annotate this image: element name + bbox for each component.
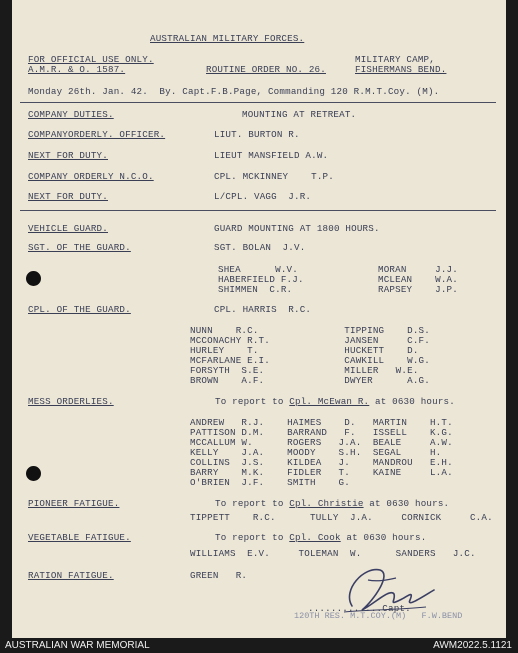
- doc-title: AUSTRALIAN MILITARY FORCES.: [150, 33, 305, 44]
- vehicle-guard-label: VEHICLE GUARD.: [28, 223, 108, 234]
- duty-value: LIEUT MANSFIELD A.W.: [214, 150, 329, 161]
- name-row: BROWN A.F. DWYER A.G.: [190, 375, 430, 386]
- name-row: MCFARLANE E.I. CAWKILL W.G.: [190, 355, 430, 366]
- mess-orderlies-label: MESS ORDERLIES.: [28, 396, 114, 407]
- duty-label: NEXT FOR DUTY.: [28, 191, 108, 202]
- cpl-guard-label: CPL. OF THE GUARD.: [28, 304, 131, 315]
- name-row: ANDREW R.J. HAIMES D. MARTIN H.T.: [190, 417, 453, 428]
- punch-hole-icon: [26, 271, 41, 286]
- archive-id: AWM2022.5.1121: [433, 640, 512, 651]
- name-row: WILLIAMS E.V. TOLEMAN W. SANDERS J.C.: [190, 548, 476, 559]
- name-row: MCCONACHY R.T. JANSEN C.F.: [190, 335, 430, 346]
- name-row: COLLINS J.S. KILDEA J. MANDROU E.H.: [190, 457, 453, 468]
- sgt-guard-label: SGT. OF THE GUARD.: [28, 242, 131, 253]
- camp-location: FISHERMANS BEND.: [355, 64, 447, 75]
- order-number: ROUTINE ORDER NO. 26.: [206, 64, 326, 75]
- report-line: To report to Cpl. McEwan R. at 0630 hours.: [215, 396, 455, 407]
- name-row: PATTISON D.M. BARRAND F. ISSELL K.G.: [190, 427, 453, 438]
- vegetable-fatigue-label: VEGETABLE FATIGUE.: [28, 532, 131, 543]
- name-row: SHIMMEN C.R. RAPSEY J.P.: [218, 284, 458, 295]
- name-row: MCCALLUM W. ROGERS J.A. BEALE A.W.: [190, 437, 453, 448]
- divider: [20, 102, 496, 103]
- duty-value: MOUNTING AT RETREAT.: [242, 109, 357, 120]
- report-line: To report to Cpl. Christie at 0630 hours.: [215, 498, 450, 509]
- name-row: GREEN R.: [190, 570, 248, 581]
- cpl-guard-value: CPL. HARRIS R.C.: [214, 304, 312, 315]
- signature-line: .............Capt.: [308, 603, 411, 614]
- camp-name: MILITARY CAMP,: [355, 54, 435, 65]
- archive-name: AUSTRALIAN WAR MEMORIAL: [5, 640, 150, 651]
- document-page: [12, 0, 506, 638]
- duty-label: COMPANY ORDERLY N.C.O.: [28, 171, 154, 182]
- duty-value: LIUT. BURTON R.: [214, 129, 300, 140]
- date-line: Monday 26th. Jan. 42. By. Capt.F.B.Page, Commanding 120 R.M.T.Coy. (M).: [28, 86, 440, 97]
- sgt-guard-value: SGT. BOLAN J.V.: [214, 242, 306, 253]
- name-row: NUNN R.C. TIPPING D.S.: [190, 325, 430, 336]
- name-row: HURLEY T. HUCKETT D.: [190, 345, 419, 356]
- name-row: FORSYTH S.E. MILLER W.E.: [190, 365, 419, 376]
- archive-footer: [0, 638, 518, 653]
- vehicle-guard-value: GUARD MOUNTING AT 1800 HOURS.: [214, 223, 380, 234]
- duty-label: NEXT FOR DUTY.: [28, 150, 108, 161]
- divider: [20, 210, 496, 211]
- duty-value: L/CPL. VAGG J.R.: [214, 191, 312, 202]
- reference-number: A.M.R. & O. 1587.: [28, 64, 126, 75]
- duty-value: CPL. MCKINNEY T.P.: [214, 171, 334, 182]
- name-row: O'BRIEN J.F. SMITH G.: [190, 477, 350, 488]
- name-row: BARRY M.K. FIDLER T. KAINE L.A.: [190, 467, 453, 478]
- duty-label: COMPANYORDERLY. OFFICER.: [28, 129, 166, 140]
- official-use-label: FOR OFFICIAL USE ONLY.: [28, 54, 154, 65]
- name-row: TIPPETT R.C. TULLY J.A. CORNICK C.A.: [190, 512, 493, 523]
- name-row: SHEA W.V. MORAN J.J.: [218, 264, 458, 275]
- name-row: HABERFIELD F.J. MCLEAN W.A.: [218, 274, 458, 285]
- report-line: To report to Cpl. Cook at 0630 hours.: [215, 532, 427, 543]
- ration-fatigue-label: RATION FATIGUE.: [28, 570, 114, 581]
- unit-stamp: 120TH RES. M.T.COY.(M) F.W.BEND: [294, 611, 463, 621]
- pioneer-fatigue-label: PIONEER FATIGUE.: [28, 498, 120, 509]
- duty-label: COMPANY DUTIES.: [28, 109, 114, 120]
- punch-hole-icon: [26, 466, 41, 481]
- name-row: KELLY J.A. MOODY S.H. SEGAL H.: [190, 447, 442, 458]
